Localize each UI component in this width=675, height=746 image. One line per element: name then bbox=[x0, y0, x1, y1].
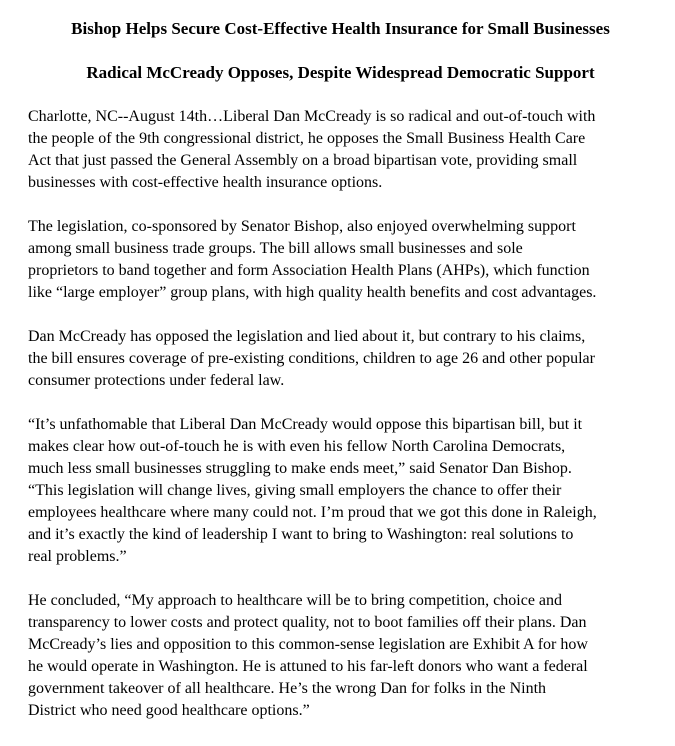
paragraph-opposition: Dan McCready has opposed the legislation and lied about it, but contrary to his claims, the bill ensures coverage of pre-existing conditions, children to age 26 and other popular consumer protections under federal law. bbox=[28, 328, 595, 389]
paragraph-bishop-quote: “It’s unfathomable that Liberal Dan McCready would oppose this bipartisan bill, but it makes clear how out-of-touch he is with even his fellow North Carolina Democrats, much less small businesses struggling to make ends meet,” said Senator Dan Bishop. “This legislation will change lives, giving small employers the chance to offer their employees healthcare where many could not. I’m proud that we got this done in Raleigh, and it’s exactly the kind of leadership I want to bring to Washington: real solutions to real problems.” bbox=[28, 416, 597, 565]
paragraph-dateline: Charlotte, NC--August 14th…Liberal Dan McCready is so radical and out-of-touch with the people of the 9th congressional district, he opposes the Small Business Health Care Act that just passed the General Assembly on a broad bipartisan vote, providing small businesses with cost-effective health insurance options. bbox=[28, 108, 596, 191]
headline: Bishop Helps Secure Cost-Effective Health Insurance for Small Businesses bbox=[71, 19, 610, 38]
paragraph-conclusion: He concluded, “My approach to healthcare will be to bring competition, choice and transparency to lower costs and protect quality, not to boot families off their plans. Dan McCready’s lies and opposition to this common-sense legislation are Exhibit A for how he would operate in Washington. He is attuned to his far-left donors who want a federal government takeover of all healthcare. He’s the wrong Dan for folks in the Ninth District who need good healthcare options.” bbox=[28, 592, 588, 719]
subheadline: Radical McCready Opposes, Despite Widespread Democratic Support bbox=[86, 63, 595, 82]
article-body bbox=[28, 106, 653, 722]
paragraph-legislation: The legislation, co-sponsored by Senator Bishop, also enjoyed overwhelming support among small business trade groups. The bill allows small businesses and sole proprietors to band together and form Association Health Plans (AHPs), which function like “large employer” group plans, with high quality health benefits and cost advantages. bbox=[28, 218, 597, 301]
